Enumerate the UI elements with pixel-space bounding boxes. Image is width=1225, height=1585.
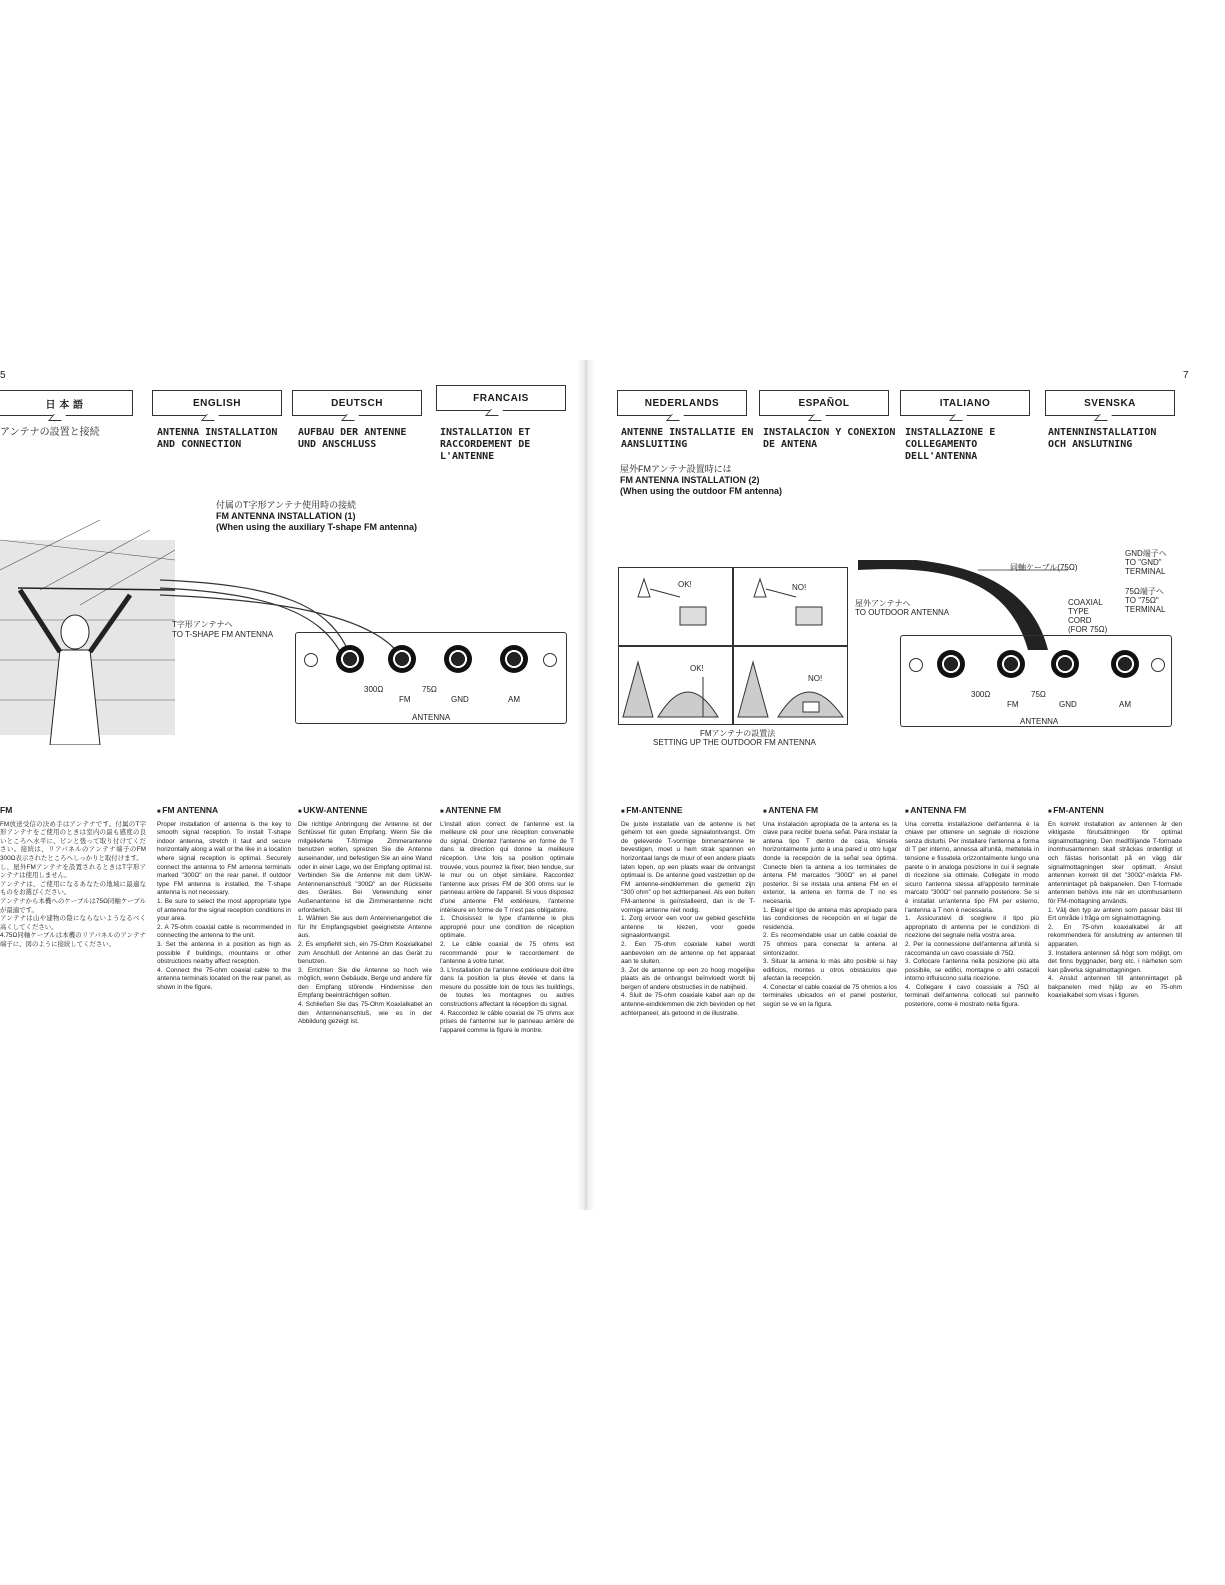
column-body: De juiste installatie van de antenne is het geheim tot een goede signaalontvangst. Om de geleverde T-vormige binnenantenne te bevestigen, moet u hem strak spannen en horizontaal langs de muur of een andere plaats laten lopen, op een plaats waar de ontvangst optimaal is. De antenne goed vastzetten op de FM antenne-eindklemmen die gemerkt zijn "300 ohm" op het achterpaneel. Als een buiten FM-antenne is geïnstalleerd, dan is de T-vormige antenne niet nodig. 1. Zorg ervoor een voor uw gebied geschikte antenne te kiezen, voor goede signaalontvangst. 2. Een 75-ohm coaxiale kabel wordt aanbevolen om de antenne op het apparaat aan te sluiten. 3. Zet de antenne op een zo hoog mogelijke plaats als de ontvangst beïnvloedt wordt bij bergen of andere obstructies in de nabijheid. 4. Sluit de 75-ohm coaxiale kabel aan op de antenne-eindklemmen die zich bevinden op het achterpaneel, als getoond in de illustratie. [621,820,755,1017]
label-am: AM [508,695,520,704]
label-75ohm: 75Ω [422,685,437,694]
tab-svenska: SVENSKA [1045,390,1175,416]
column-body: FM放送受信の決め手はアンテナです。付属のT字形アンテナをご使用のときは室内の最も感度の良いところへ水平に、ピンと張って取り付けてください。接続は、リアパネルのアンテナ端子のFM 300Ω表示されたところへしっかりと取付けます。 し、屋外FMアンテナを設置されるときはT字形アンテナは使用しません。 アンテナは、ご使用になるあなたの地域に最適なものをお選びください。 アンテナから本機へのケーブルは75Ω同軸ケーブルが最適です。 アンテナは山や建物の陰にならないようなるべく高くしてください。 4.75Ω同軸ケーブルは本機のリアパネルのアンテナ端子に、図のように接続してください。 [0,820,146,948]
gnd-terminal-label-jp: GND端子へ [1125,549,1167,558]
t75-terminal-label-jp: 75Ω端子へ [1125,587,1164,596]
terminal-am [500,645,528,673]
cable-label-jp: 同軸ケーブル(75Ω) [1010,563,1078,572]
column-heading: ■ UKW-ANTENNE [298,806,432,817]
coax-label: COAXIAL TYPE CORD (FOR 75Ω) [1068,598,1108,634]
label-antenna: ANTENNA [1016,717,1062,726]
ok-label-1: OK! [678,580,692,589]
antenna-panel-1 [295,632,567,724]
label-gnd: GND [451,695,469,704]
column-body: En korrekt installation av antennen är den viktigaste förutsättningen för optimal signalmottagning. Den medföljande T-formade inomhusantennen skall sträckas ordentligt ut och fästas horisontalt på en vägg där signalmottagningen sker optimalt. Anslut antennen korrekt till det "300Ω"-märkta FM-antennintaget på bakpanelen. Den T-formade antennen behövs inte när en utomhusantenn för FM-mottagning används. 1. Välj den typ av antenn som passar bäst till Ert område i fråga om signalmottagning. 2. En 75-ohm koaxialkabel är att rekommendera för anslutning av antennen till apparaten. 3. Installera antennen så högt som möjligt, om det finns byggnader, berg etc. i närheten som kan påverka signalmottagningen. 4. Anslut antennen till antennintaget på bakpanelen med hjälp av en 75-ohm koaxialkabel som visas i figuren. [1048,820,1182,1000]
section-title-svenska: ANTENNINSTALLATION OCH ANSLUTNING [1048,427,1157,450]
column-heading: ■ ANTENNA FM [905,806,1039,817]
column-english [157,806,291,994]
section-title-english: ANTENNA INSTALLATION AND CONNECTION [157,427,278,450]
column-japanese [0,806,146,952]
gnd-terminal-label: TO "GND" TERMINAL [1125,558,1166,576]
setup-label-jp: FMアンテナの設置法 [700,729,776,738]
screw-right [1151,658,1165,672]
column-body: Proper installation of antenna is the key to smooth signal reception. To install T-shape indoor antenna, stretch it taut and secure horizontally along a wall or the like in a location where signal reception is optimal. Securely connect the antenna to FM antenna terminals marked "300Ω" on the rear panel. If outdoor type FM antenna is installed, the T-shape antenna is not necessary. 1. Be sure to select the most appropriate type of antenna for the signal reception conditions in your area. 2. A 75-ohm coaxial cable is recommended in connecting the antenna to the unit. 3. Set the antenna in a position as high as possible if buildings, mountains or other obstructions nearby affect reception. 4. Connect the 75-ohm coaxial cable to the antenna terminals located on the rear panel, as shown in the figure. [157,820,291,991]
page-fold [577,360,595,1210]
column-body: Una instalación apropiada de la antena es la clave para recibir buena señal. Para instalar la antena tipo T dentro de casa, ténsela horizontalmente junto a una pared u otro lugar donde la recepción de la señal sea óptima. Conecte bien la antena a los terminales de antena FM marcados "300Ω" en el panel posterior. Si se instala una antena FM en el exterior, la antena en forma de T no es necesaria. 1. Elegir el tipo de antena más apropiado para las condiciones de recepción en el lugar de residencia. 2. Es recomendable usar un cable coaxial de 75 ohmios para conectar la antena al sintonizador. 3. Situar la antena lo más alto posible si hay edificios, montes u otros obstáculos que afectan la recepción. 4. Conectar el cable coaxial de 75 ohmios a los terminales ubicados en el panel posterior, según se ve en la figura. [763,820,897,1009]
tab-espanol: ESPAÑOL [759,390,889,416]
column-deutsch [298,806,432,1029]
terminal-gnd [1051,650,1079,678]
antenna-panel-2 [900,635,1172,727]
t-shape-label: TO T-SHAPE FM ANTENNA [172,630,274,639]
diagram1-subtitle: (When using the auxiliary T-shape FM antenna) [216,522,418,532]
tab-italiano: ITALIANO [900,390,1030,416]
diagram2-title-jp: 屋外FMアンテナ設置時には [620,464,732,474]
setup-label: SETTING UP THE OUTDOOR FM ANTENNA [653,738,816,747]
column-italiano [905,806,1039,1012]
column-heading: ■ ANTENNE FM [440,806,574,817]
ok-label-2: OK! [690,664,704,673]
outdoor-label-jp: 屋外アンテナへ [855,599,911,608]
screw-right [543,653,557,667]
diagram2-title-block [620,464,782,497]
screw-left [909,658,923,672]
t75-terminal-label: TO "75Ω" TERMINAL [1125,596,1166,614]
section-title-espanol: INSTALACION Y CONEXION DE ANTENA [763,427,896,450]
column-heading: ■ ANTENA FM [763,806,897,817]
page-number-right: 7 [1183,370,1189,381]
section-title-nederlands: ANTENNE INSTALLATIE EN AANSLUITING [621,427,754,450]
terminal-300-a [937,650,965,678]
label-gnd: GND [1059,700,1077,709]
label-300ohm: 300Ω [971,690,991,699]
column-heading: ■ FM-ANTENN [1048,806,1182,817]
column-heading: FM [0,805,13,815]
tab-deutsch: DEUTSCH [292,390,422,416]
label-300ohm: 300Ω [364,685,384,694]
label-fm: FM [1007,700,1019,709]
page-number-left: 5 [0,370,6,381]
no-label-1: NO! [792,583,807,592]
column-nederlands [621,806,755,1020]
outdoor-label: TO OUTDOOR ANTENNA [855,608,950,617]
terminal-300-b [997,650,1025,678]
diagram2-subtitle: (When using the outdoor FM antenna) [620,486,782,496]
label-am: AM [1119,700,1131,709]
tab-nederlands: NEDERLANDS [617,390,747,416]
label-fm: FM [399,695,411,704]
section-title-deutsch: AUFBAU DER ANTENNE UND ANSCHLUSS [298,427,407,450]
column-espanol [763,806,897,1012]
person-illustration [0,520,175,745]
tab-francais: FRANCAIS [436,385,566,411]
diagram1-title-block [216,500,417,533]
column-body: L'install ation correct de l'antenne est la meilleure clé pour une réception convenable du signal. Orientez l'antenne en forme de T dans la direction qui donne la meilleure réception. Une fois sa position optimale trouvée, vous pourrez la fixer, bien tendue, sur le mur ou un objet similaire. Raccordez l'antenne aux prises FM de 300 ohms sur le panneau arrière de l'appareil. Si vous disposez d'une antenne FM extérieure, l'antenne intérieure en forme de T n'est pas obligatoire. 1. Choisissez le type d'antenne le plus approprié pour une condition de réception optimale. 2. Le câble coaxial de 75 ohms est recommandé pour le raccordement de l'antenne à votre tuner. 3. L'installation de l'antenne extérieure doit être dans la position la plus élevée et dans la mesure du possible loin de tous les buildings, de toutes les montagnes ou autres constructions affectant la réception du signal. 4. Raccordez le câble coaxial de 75 ohms aux prises de l'antenne sur le panneau arrière de l'appareil comme la figure le montre. [440,820,574,1034]
label-75ohm: 75Ω [1031,690,1046,699]
column-body: Una corretta installazione dell'antenna è la chiave per ottenere un segnale di ricezione senza disturbi. Per installare l'antenna a forma di T per interno, annessa all'unità, mettetela in tensione e fissatela orizzontalmente lungo una parete o in analoga posizione in cui il segnale di ricezione sia ottimale. Collegate in modo sicuro l'antenna stessa all'apposito terminale marcato "300Ω" nel pannello posteriore. Se si è installat un'antenna tipo FM per esterno, l'antenna a T non è necessaria. 1. Assicuratevi di scegliere il tipo più appropriato di antenna per le condizioni di ricezione del segnale nella vostra area. 2. Per la connessione dell'antenna all'unità si raccomanda un cavo coassiale di 75Ω. 3. Collocare l'antenna nella posizione più alta possibile, se edifici, montagne o altri ostacoli intorno influiscono sulla ricezione. 4. Collegare il cavo coassiale a 75Ω al terminali dell'antenna collocati sul pannello posteriore, come è mostrato nella figura. [905,820,1039,1009]
column-heading: ■ FM ANTENNA [157,806,291,817]
column-heading: ■ FM-ANTENNE [621,806,755,817]
tab-japanese: 日 本 語 [0,390,133,416]
diagram2-title: FM ANTENNA INSTALLATION (2) [620,475,760,485]
column-francais [440,806,574,1037]
terminal-300-b [388,645,416,673]
section-title-francais: INSTALLATION ET RACCORDEMENT DE L'ANTENNE [440,427,531,462]
no-label-2: NO! [808,674,823,683]
column-svenska [1048,806,1182,1003]
diagram1-title: FM ANTENNA INSTALLATION (1) [216,511,356,521]
outdoor-setup-panels [618,567,848,725]
section-title-japanese: アンテナの設置と接続 [0,427,100,438]
terminal-am [1111,650,1139,678]
tab-english: ENGLISH [152,390,282,416]
screw-left [304,653,318,667]
section-title-italiano: INSTALLAZIONE E COLLEGAMENTO DELL'ANTENNA [905,427,996,462]
terminal-gnd [444,645,472,673]
column-body: Die richtige Anbringung der Antenne ist der Schlüssel für guten Empfang. Wenn Sie die mitgelieferte T-förmige Zimmerantenne benutzen wollen, spreizen Sie die Antenne auseinander, und befestigen Sie an eine Wand oder in einer Lage, wo der Empfang optimal ist. Verbinden Sie die Antenne mit dem UKW-Antennenanschluß "300Ω" an der Rückseite des Gerätes. Bei Verwendung einer Außenantenne ist die Zimmerantenne nicht erforderlich. 1. Wählen Sie aus dem Antennenangebot die für Ihr Empfangsgebiet geeignetste Antenne aus. 2. Es empfiehlt sich, ein 75-Ohm Koaxialkabel zum Anschluß der Antenne an das Gerät zu benutzen. 3. Errichten Sie die Antenne so hoch wie möglich, wenn Gebäude, Berge und andere für den Empfang störende Hindernisse den Empfang beeinträchtigen sollten. 4. Schließen Sie das 75-Ohm Koaxialkabel an den Antennenanschluß, wie es in der Abbildung gezeigt ist. [298,820,432,1026]
t-shape-label-jp: T字形アンテナへ [172,620,233,629]
terminal-300-a [336,645,364,673]
label-antenna: ANTENNA [408,713,454,722]
diagram1-title-jp: 付属のT字形アンテナ使用時の接続 [216,500,357,510]
